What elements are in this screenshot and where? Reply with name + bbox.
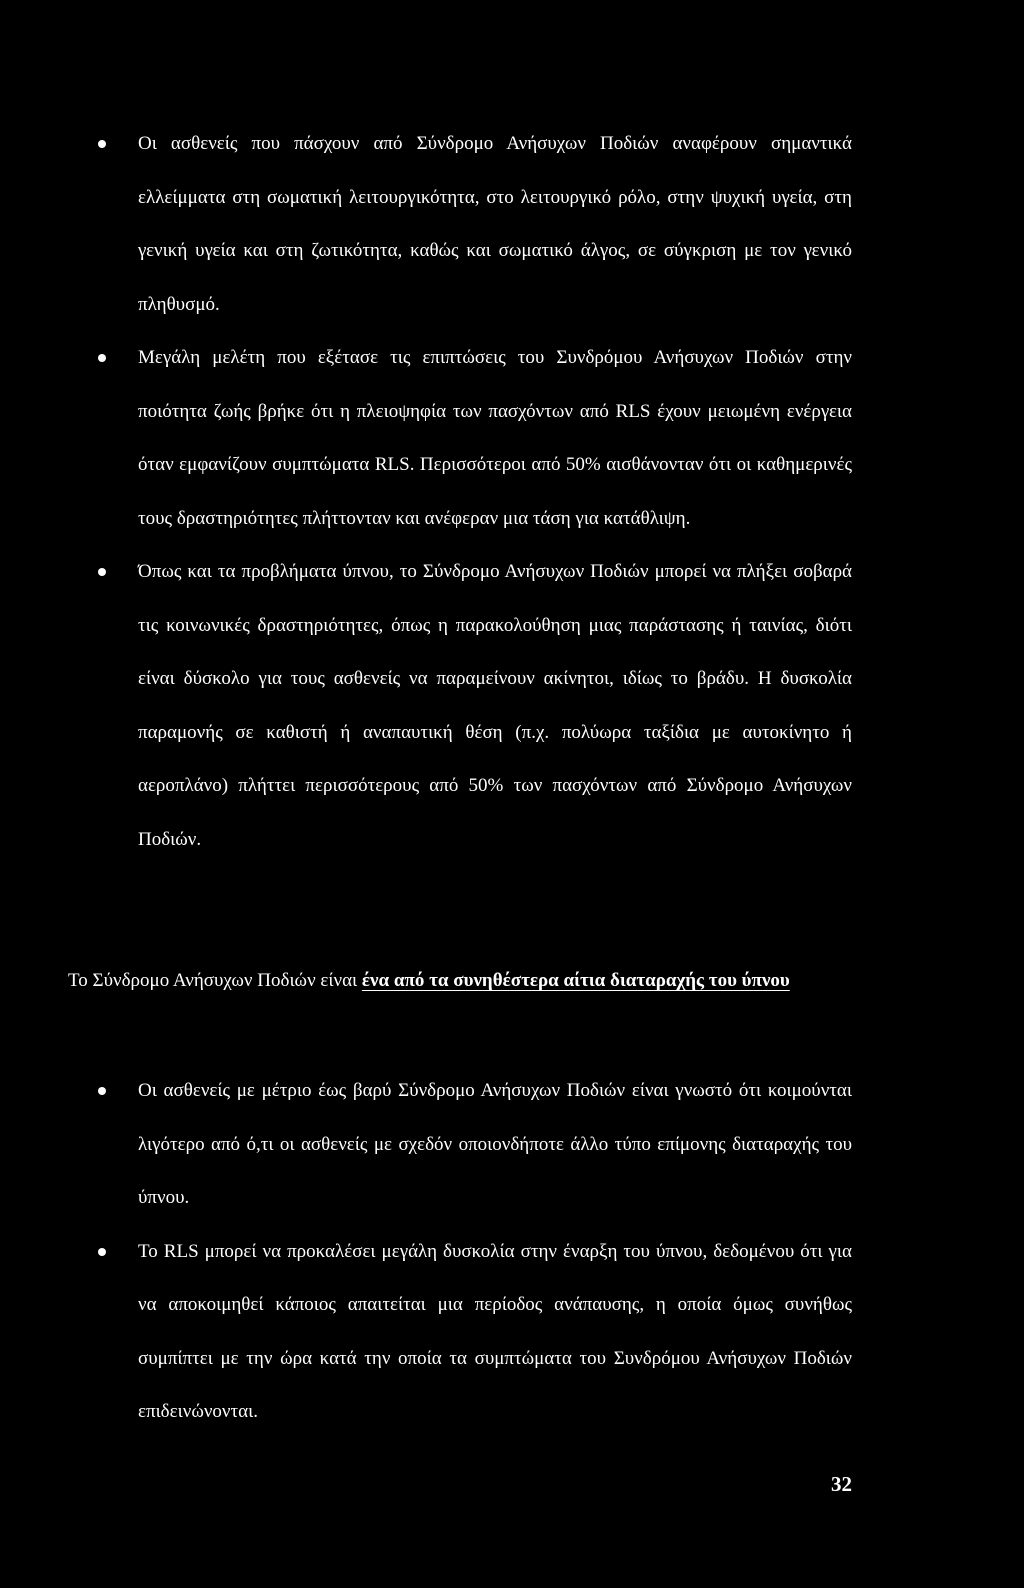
bullet-icon <box>98 140 106 148</box>
bullet-icon <box>98 354 106 362</box>
list-item <box>0 1064 1024 1225</box>
bullet-icon <box>98 568 106 576</box>
paragraph-text: Μεγάλη μελέτη που εξέτασε τις επιπτώσεις του Συνδρόμου Ανήσυχων Ποδιών στην ποιότητα ζωής βρήκε ότι η πλειοψηφία των πασχόντων από RLS έχουν μειωμένη ενέργεια όταν εμφανίζουν συμπτώματα RLS. Περισσότεροι από 50% αισθάνονταν ότι οι καθημερινές τους δραστηριότητες πλήττονταν και ανέφεραν μια τάση για κατάθλιψη. <box>138 347 852 529</box>
intro-paragraph <box>68 953 852 1008</box>
paragraph-text: Όπως και τα προβλήματα ύπνου, το Σύνδρομο Ανήσυχων Ποδιών μπορεί να πλήξει σοβαρά τις κοινωνικές δραστηριότητες, όπως η παρακολούθηση μιας παράστασης ή ταινίας, διότι είναι δύσκολο για τους ασθενείς να παραμείνουν ακίνητοι, ιδίως το βράδυ. Η δυσκολία παραμονής σε καθιστή ή αναπαυτική θέση (π.χ. πολύωρα ταξίδια με αυτοκίνητο ή αεροπλάνο) πλήττει περισσότερους από 50% των πασχόντων από Σύνδρομο Ανήσυχων Ποδιών. <box>138 561 852 850</box>
bullet-list-sleep <box>0 1064 1024 1439</box>
list-item <box>0 117 1024 331</box>
intro-bold-text: ένα από τα συνηθέστερα αίτια διαταραχής του ύπνου <box>361 970 790 991</box>
list-item <box>0 545 1024 866</box>
bullet-icon <box>98 1248 106 1256</box>
page-number: 32 <box>831 1472 852 1496</box>
paragraph-text: Οι ασθενείς που πάσχουν από Σύνδρομο Ανήσυχων Ποδιών αναφέρουν σημαντικά ελλείμματα στη σωματική λειτουργικότητα, στο λειτουργικό ρόλο, στην ψυχική υγεία, στη γενική υγεία και στη ζωτικότητα, καθώς και σωματικό άλγος, σε σύγκριση με τον γενικό πληθυσμό. <box>138 133 852 315</box>
paragraph-text: Οι ασθενείς με μέτριο έως βαρύ Σύνδρομο Ανήσυχων Ποδιών είναι γνωστό ότι κοιμούνται λιγότερο από ό,τι οι ασθενείς με σχεδόν οποιονδήποτε άλλο τύπο επίμονης διαταραχής του ύπνου. <box>138 1080 852 1208</box>
list-item <box>0 1225 1024 1439</box>
bullet-icon <box>98 1087 106 1095</box>
bullet-list-quality-of-life <box>0 117 1024 866</box>
paragraph-text: Το RLS μπορεί να προκαλέσει μεγάλη δυσκολία στην έναρξη του ύπνου, δεδομένου ότι για να αποκοιμηθεί κάποιος απαιτείται μια περίοδος ανάπαυσης, η οποία όμως συνήθως συμπίπτει με την ώρα κατά την οποία τα συμπτώματα του Συνδρόμου Ανήσυχων Ποδιών επιδεινώνονται. <box>138 1240 852 1422</box>
intro-plain-text: Το Σύνδρομο Ανήσυχων Ποδιών είναι <box>68 970 362 991</box>
list-item <box>0 331 1024 545</box>
